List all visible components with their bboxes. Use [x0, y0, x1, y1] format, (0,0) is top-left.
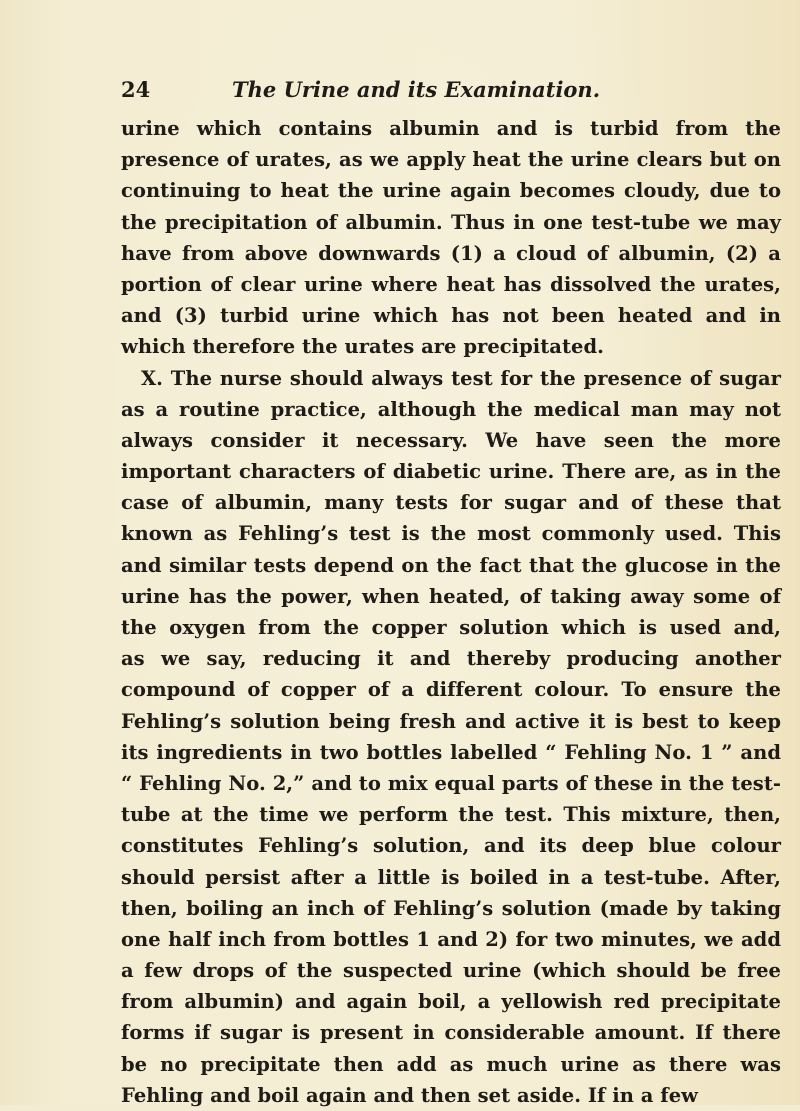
- text-line: its ingredients in two bottles labelled “ Fehling No. 1 ” and: [121, 740, 781, 764]
- text-line: and (3) turbid urine which has not been heated and in: [121, 304, 781, 328]
- text-line: Fehling and boil again and then set aside. If in a few: [121, 1083, 698, 1107]
- text-line: as a routine practice, although the medical man may not: [121, 397, 781, 421]
- text-line: from albumin) and again boil, a yellowish red precipitate: [121, 990, 781, 1014]
- text-line: always consider it necessary. We have seen the more: [121, 428, 781, 452]
- text-line: important characters of diabetic urine. There are, as in the: [121, 460, 781, 484]
- text-line: should persist after a little is boiled in a test-tube. After,: [121, 865, 781, 889]
- text-line: continuing to heat the urine again becomes cloudy, due to: [121, 179, 781, 203]
- text-line: one half inch from bottles 1 and 2) for two minutes, we add: [121, 927, 781, 951]
- text-line: Fehling’s solution being fresh and active it is best to keep: [121, 709, 781, 733]
- text-line: the precipitation of albumin. Thus in one test-tube we may: [121, 210, 781, 234]
- text-line: compound of copper of a different colour. To ensure the: [121, 678, 781, 702]
- text-line: urine has the power, when heated, of taking away some of: [121, 584, 781, 608]
- text-line: “ Fehling No. 2,” and to mix equal parts of these in the test-: [121, 771, 781, 795]
- text-line: case of albumin, many tests for sugar and of these that: [121, 491, 781, 515]
- text-line: known as Fehling’s test is the most commonly used. This: [121, 522, 781, 546]
- text-line: and similar tests depend on the fact that the glucose in the: [121, 553, 781, 577]
- text-line: be no precipitate then add as much urine as there was: [121, 1052, 781, 1076]
- text-line: urine which contains albumin and is turbid from the: [121, 117, 781, 140]
- text-line: a few drops of the suspected urine (which should be free: [121, 959, 781, 983]
- text-line: as we say, reducing it and thereby producing another: [121, 647, 781, 671]
- text-line: portion of clear urine where heat has dissolved the urates,: [121, 272, 781, 296]
- text-line: presence of urates, as we apply heat the urine clears but on: [121, 148, 781, 172]
- page-number: 24: [121, 77, 151, 102]
- running-title: The Urine and its Examination.: [232, 77, 601, 102]
- page-header: [121, 75, 781, 105]
- text-line: forms if sugar is present in considerable amount. If there: [121, 1021, 781, 1045]
- body-text: [121, 113, 781, 1111]
- paragraph-start-line: X. The nurse should always test for the presence of sugar: [141, 366, 781, 390]
- text-line: which therefore the urates are precipitated.: [121, 335, 604, 359]
- text-line: have from above downwards (1) a cloud of albumin, (2) a: [121, 241, 781, 265]
- text-line: tube at the time we perform the test. This mixture, then,: [121, 803, 781, 827]
- text-line: constitutes Fehling’s solution, and its deep blue colour: [121, 834, 781, 858]
- text-line: the oxygen from the copper solution which is used and,: [121, 616, 781, 639]
- text-line: then, boiling an inch of Fehling’s solution (made by taking: [121, 896, 781, 920]
